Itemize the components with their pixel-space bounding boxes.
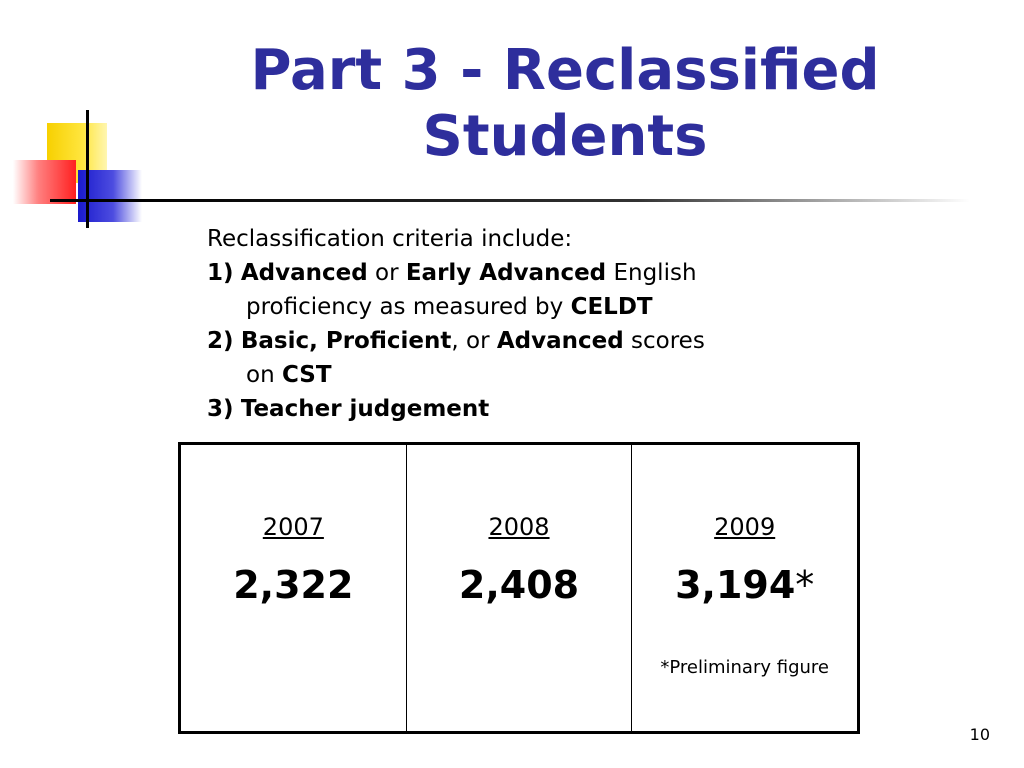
criteria-list (207, 222, 827, 426)
criteria-item-2-text-2: scores (623, 328, 705, 354)
criteria-item-3 (207, 392, 827, 426)
criteria-item-2-bold-1: Basic, Proficient (240, 328, 452, 354)
table-cell-2008 (407, 445, 633, 731)
criteria-item-1-number: 1) (207, 260, 234, 286)
criteria-item-3-number: 3) (207, 396, 234, 422)
criteria-intro: Reclassification criteria include: (207, 226, 573, 252)
year-label: 2007 (262, 513, 324, 541)
year-label: 2009 (714, 513, 776, 541)
criteria-item-3-bold-1: Teacher judgement (240, 396, 490, 422)
table-cell-2009 (632, 445, 857, 731)
criteria-item-2 (207, 324, 827, 358)
criteria-item-1-bold-2: Early Advanced (405, 260, 607, 286)
slide-title-line2: Students (422, 104, 708, 169)
count-value (632, 563, 857, 607)
count-number: 3,194 (675, 563, 796, 607)
criteria-item-2-text-1: , or (451, 328, 497, 354)
logo-horizontal-line (50, 199, 140, 202)
table-cell-2007 (181, 445, 407, 731)
count-suffix: * (795, 563, 815, 607)
criteria-item-1-line2-text: proficiency as measured by (246, 294, 571, 320)
criteria-item-1-bold-1: Advanced (240, 260, 368, 286)
slide-title-line1: Part 3 - Reclassified (250, 38, 880, 103)
criteria-item-2-continued (207, 358, 827, 392)
criteria-item-1-line2-bold: CELDT (570, 294, 653, 320)
criteria-item-2-line2-text: on (246, 362, 282, 388)
logo-red-square (13, 160, 76, 204)
decorative-logo (0, 0, 160, 240)
title-divider-line (140, 199, 970, 202)
count-value (181, 563, 406, 607)
reclassified-counts-table (178, 442, 860, 734)
criteria-item-2-bold-2: Advanced (496, 328, 624, 354)
logo-vertical-line (86, 110, 89, 228)
criteria-item-1-text-1: or (367, 260, 406, 286)
slide-title (230, 38, 900, 170)
criteria-item-1 (207, 256, 827, 290)
criteria-item-2-line2-bold: CST (281, 362, 332, 388)
count-value (407, 563, 632, 607)
criteria-item-2-number: 2) (207, 328, 234, 354)
page-number: 10 (969, 725, 990, 744)
count-number: 2,408 (458, 563, 580, 607)
criteria-item-1-text-2: English (606, 260, 697, 286)
year-label: 2008 (488, 513, 550, 541)
count-number: 2,322 (233, 563, 354, 607)
preliminary-footnote: *Preliminary figure (660, 657, 829, 678)
criteria-item-1-continued (207, 290, 827, 324)
